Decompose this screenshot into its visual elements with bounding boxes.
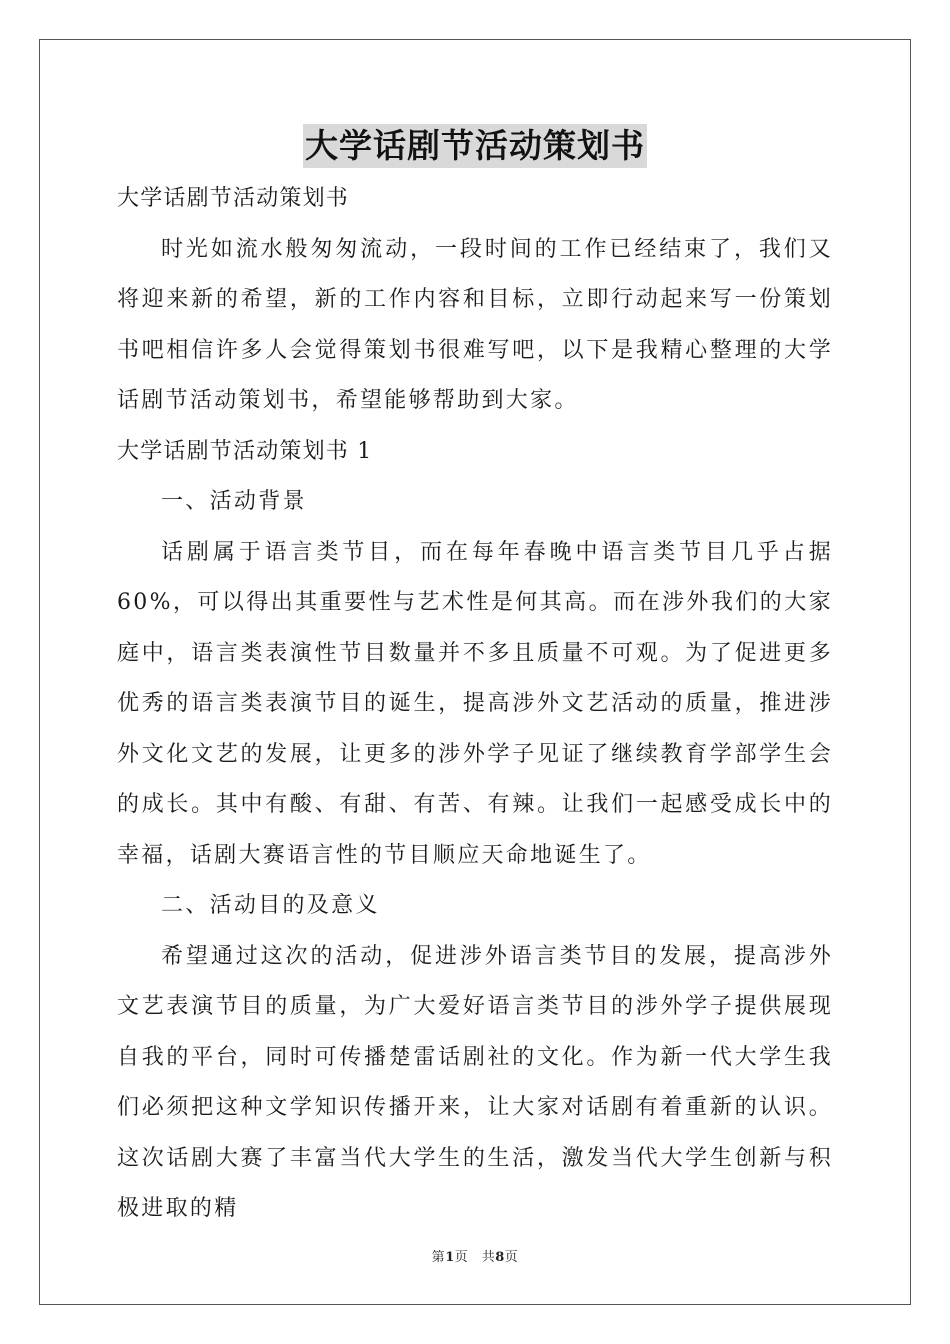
document-title: 大学话剧节活动策划书 bbox=[303, 124, 647, 168]
footer-page-current: 1 bbox=[445, 1250, 455, 1265]
section-heading-1: 大学话剧节活动策划书 1 bbox=[117, 438, 373, 464]
footer-page-mid: 页 共 bbox=[454, 1250, 496, 1265]
intro-paragraph: 时光如流水般匆匆流动，一段时间的工作已经结束了，我们又将迎来新的希望，新的工作内容和目标，立即行动起来写一份策划书吧相信许多人会觉得策划书很难写吧，以下是我精心整理的大学话剧节活动策划书，希望能够帮助到大家。 bbox=[117, 236, 833, 413]
background-paragraph: 话剧属于语言类节目，而在每年春晚中语言类节目几乎占据 60%，可以得出其重要性与艺术性是何其高。而在涉外我们的大家庭中，语言类表演性节目数量并不多且质量不可观。为了促进更多优秀的语言类表演节目的诞生，提高涉外文艺活动的质量，推进涉外文化文艺的发展，让更多的涉外学子见证了继续教育学部学生会的成长。其中有酸、有甜、有苦、有辣。让我们一起感受成长中的幸福，话剧大赛语言性的节目顺应天命地诞生了。 bbox=[117, 539, 833, 868]
purpose-paragraph: 希望通过这次的活动，促进涉外语言类节目的发展，提高涉外文艺表演节目的质量，为广大爱好语言类节目的涉外学子提供展现自我的平台，同时可传播楚雷话剧社的文化。作为新一代大学生我们必须把这种文学知识传播开来，让大家对话剧有着重新的认识。这次话剧大赛了丰富当代大学生的生活，激发当代大学生创新与积极进取的精 bbox=[117, 943, 833, 1221]
heading-activity-purpose: 二、活动目的及意义 bbox=[161, 893, 380, 918]
document-body bbox=[117, 174, 833, 1235]
subtitle-line: 大学话剧节活动策划书 bbox=[117, 186, 350, 211]
footer-page-prefix: 第 bbox=[431, 1250, 446, 1265]
page-footer bbox=[0, 1246, 950, 1265]
footer-page-total: 8 bbox=[495, 1250, 505, 1265]
title-container bbox=[0, 124, 950, 168]
heading-activity-background: 一、活动背景 bbox=[161, 489, 307, 514]
footer-page-suffix: 页 bbox=[504, 1250, 519, 1265]
